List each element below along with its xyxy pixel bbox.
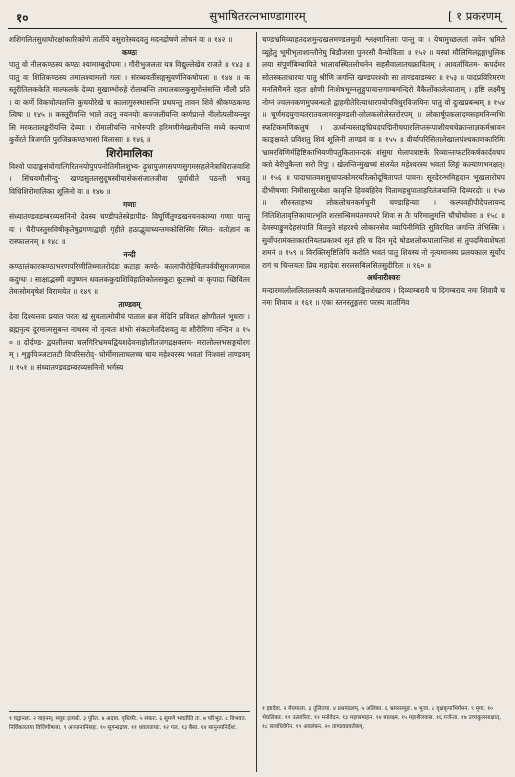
column-divider	[256, 32, 257, 772]
verse-block: संध्यातण्डवडम्बरव्यसनिनो देवस्य चण्डीपतेस्त्रेडापीड- विघूर्णितुण्डखनयनकाम्या गणाः पान्तु वः । चैरीपस्तुसविषीकृतेषुद्रगणाद्वाही गृहीते हठाद्भुवाच्यन्तमकोसिस्मिः स्मित- वतोज्ञानं करास्फालनम् ॥ १४८ ॥	[9, 212, 250, 247]
verse-block: विश्वो पादाङ्कसंयोगात्गिरितनयोपुपपनोतिमीलशुभ्य- ढ़ूधापुजगसपणसुगमसहलेनेत्राधिराजवाशि । सिंचयमौलीन्दु- खण्डसुतलसुदूषस्वीयासेकसंजातजीवा पूर्वाधीते पठन्ती भवतु विधिशिरोमालिका शूलिनो वः ॥ १४७ ॥	[9, 161, 250, 197]
section-heading: ताण्डवम्	[118, 299, 141, 309]
running-title: सुभाषितरत्नभाण्डागारम्	[209, 9, 306, 23]
verse-block: शशिगलितसुधाघोरक्षांकारिकोणे तार्तीये वसुरारेस्वदवतु मदनद्रोषणे लोचनं वः ॥ १४२ ॥	[9, 35, 233, 44]
page-header	[8, 5, 507, 29]
section-heading: शिरोमालिका	[106, 147, 153, 160]
chapter-label: [ १ प्रकरणम्	[447, 9, 501, 23]
right-column	[262, 34, 505, 766]
section-heading: कण्ठः	[122, 47, 137, 57]
right-footnotes: १ इष्टदेवः. २ मेघमाला. ३ तूलितया. ४ प्रथमंडलम्. ५ अलिका. ६ भ्रमरसमूहः. ७ भुजा. ८ वृक्षकृपाभिर्गमन. ९ मृगा. १० भेघलिकाः. ११ उत्सारितः. १२ मनोवेदन. १३ महासमाहन. १४ बालक्ष्म. १५ महाशैलवास. १६ गर्जन्ता. १७ उच्चकुलसाक्षात्. १८ सावधिवेगेन. १९ अवलंबन. २० ताण्डवप्रवर्तकम्.	[262, 706, 501, 730]
verse-block: चण्डभ्रमिव्याहतदशमुन्दखलमण्डलमुवो श्लक्ष्णानिलाः पान्तु वः । येषामुच्छलतां जवेन भ्रमिते व्यूहेतु भूमीभृताशान्तौनेघु बिडौजसा पुनरसौ वैन्योविताः ॥ १५२ ॥ यस्यां मौलिमिलद्गङ्गाधुलिकलया संपूर्णबिम्बायिते भालावस्थितलोचनेन सहसैवालातचक्रायितम् । आवर्तायितम- कपर्दमरसोतस्कताधारया पातु श्रीणि जगन्ति खण्डपरश्वोः सा ताण्डवाडम्बरः ॥ १५३ ॥ पादप्रविरिमरणमनलिमैमने रहतः क्षोणी निःशेषभूम्नलुहुपायात्तगाम्बमन्दिरो वैकैर्लोकालेत्याताम् । हष्टि लक्ष्मैषु नोग्नं ज्वलनकणमुपबन्धतो द्वाहमीतेरित्याधारपयोपविधुरविजयिनः पातु वो दुःखप्रबन्धम् ॥ १५४ ॥ चूर्णमदयुगायतरातवलामरकुण्डली-लोलकलोलेस्तरोरपम् ॥ लोकार्षूपकलादमसहमनिन्मभिः स्फटिकमणिकलुषं । ऊर्ध्वन्यस्ताङ्घ्रियदपद्मिनीचयारलिप्तरूपाशीयचचेक्रान्ताज्ञकर्मश्रावनकाङ्क्षवते प्रविशतु शिवं शूलिनी ताण्डवं वः ॥ १५५ ॥ वीर्यापरिसितालेखालपंश्चकाणकारिमिः भ्रामरविणिर्महिष्टिकाभियणीपतुकितानन्दकं शंसुमा मेलापत्राष्टके रिव्यान्तःफटरिकर्षकार्दवचपक्तो बेरीपुकैन्ता सरो रिपुः । खेलन्तिन्मुखच्चं संलयेत महेश्वरस्य भवतां लिङ्गं कल्याणभनक्षत्। ॥ १५६ ॥ पादाघातवशसुधापत्कोमरयरित्कोदूषितापतं पावन। सूरदेरन्भमिहृदान भूखलारोघपदीभीषणाः निमीसासुरबेशा कावृत्ति हिवबहिरेव पितामहधुपाताहरितंजयाम्ति दिव्यरदोः ॥ १५७ ॥ सौरुस्ताहभ्य लोकलोचनकर्मचुनी चण्डाहिन्याः । कल्पवहीपीदेपलायन्दनितिशितावृत्तिकायात्भृति शरसन्धिमयंतमपपरे शिवः स तैः परिमालुमत्ति चौचोचोवरः ॥ १५८ ॥ देवस्याङ्कुमदेहसंपाति वितनुते संहरश्चे लोकानसेव व्यापिनीमिति सुविरचित जगन्ति तेभिस्त्रिः । सुर्वोपरामंक्ताकारनियतप्रकाश्यं सृतं हरि च दिन मृदे षोडशलोकपालान्तिशं सं तुपदमिवाशेषतां शमनं ॥ १५९ ॥ विरक्तिसृष्टिलिपि करोति भवतं पातु शिवस्य नो नृत्यमानस्य प्रलयकाल सूर्योपरागं च चिन्तयतः प्रिय महादेवः सरलसबिलसितसुदीरितः ॥ १६० ॥	[262, 35, 505, 270]
section-heading: गणाः	[123, 199, 136, 209]
left-footnotes: १ यद्वानलः. २ वाहनम्; मयूरः इत्यर्थः. ३ पूरित. ४ अदाव. पृथिव्यैः. ५ शंकरः. ६ सुमणे भवतीति तः. ७ परिभूत. ८ विभवत. निर्विकारतया विजिगीषाया. ९ अञ्जनानिसहः. १० सुगन्धद्रव्य. ११ धवलतायाः. १२ गल. १३ बैसा. १४ सानुनयनिर्देशः.	[9, 711, 250, 777]
verse-block: देवा दिश्यत्तवः प्रयात परतः खं सुवतात्मोयीयं पाताल ब्रज मेदिनि प्रविशत क्षोणीतलं भूधराः । ब्रह्मनृत्य दूरमात्मसुबन्त नाथस्य नो नृत्यतः शंभोः संकटमेतदिशवतु वः शौरीरिणा नन्दिन ॥ १५० ॥ दोर्दण्ड- द्वयलीलया चलगिरिभ्रमयद्वियशदेवनाहोलीतजगद्रक्षक्लम- मरालोल्लभसङ्गयोरगम् । शृङ्खपिञ्जटातटी विपरिसरोद्- घोर्मीमालाचलच्च चाय महेश्वरस्य भवतां निःश्वसं ताण्डवम् ॥ १५१ ॥ संध्यातण्डवडम्बरव्यसनिनो भर्गस्य	[9, 312, 250, 372]
section-heading: अर्धनारीश्वरः	[366, 273, 401, 283]
verse-block: मन्दारमालोललितालकायै कपालमालाङ्कितशेखराय । दिव्याम्बरायै च दिगम्बराय नमः शिवायै च नमः शिवाय ॥ १६१ ॥ एकः स्तनस्तुङ्गतरः परस्य वार्तामिव	[262, 285, 505, 308]
left-column	[9, 34, 250, 709]
section-heading: नन्दी	[123, 249, 136, 259]
header-rule	[8, 28, 507, 29]
page-number: १०	[16, 11, 29, 25]
verse-block: पातु वो नीलकण्ठस्य कण्ठः श्यामाम्बुदोपमः । गौरीभुजलता यत्र विद्युल्लेखेव राजते ॥ १४३ ॥ पातु वः शितिकण्ठस्य तमालश्यामलो गलः । संरब्धवर्तीसङ्गसुवर्णनिकषोपलः ॥ १४४ ॥ कस्तूरीतिलककेति माल्फलके देव्या मुखाम्भोरुहे रोलम्बन्ति तमालबालकुसुमोत्तंसन्ति मौलौ प्रति । यः कर्णे विकचोत्पलन्ति कुचयोरेखे च कालागुरुस्थासन्ति प्रथयन्तु तावन शिवे श्रीकण्ठकण्ठत्विषः ॥ १४५ ॥ कस्तूरीयन्ति भाले तदनु नयनयोः कज्जलीयन्ति कर्णप्रान्ते नीलोत्पलीयन्त्युरसि मरकतालङ्करीयन्ति देव्याः । रोमालीयन्ति नाभेरुपरि हरिमणीमेखलीयन्ति मध्ये कल्याणं कुर्वेरते त्रिजगति पुरजिन्नकण्ठभासां विलासाः ॥ १४६ ॥	[9, 60, 250, 145]
verse-block: कण्ठालंकारकण्ठाभरणपरिणीतिथ्मातरोदंडः कटाहः कण्ठे- कालापीरोहेचितपर्ववीसुमजगमालकदुग्धः । साक्षाद्भस्मी वपुष्णन धवलककुद्मशिविहातिकोलसकूटः कूटस्थो वः कृपादा च्छिवितरतेमःसोमवृषेशं विरामयेत ॥ १४९ ॥	[9, 262, 250, 297]
